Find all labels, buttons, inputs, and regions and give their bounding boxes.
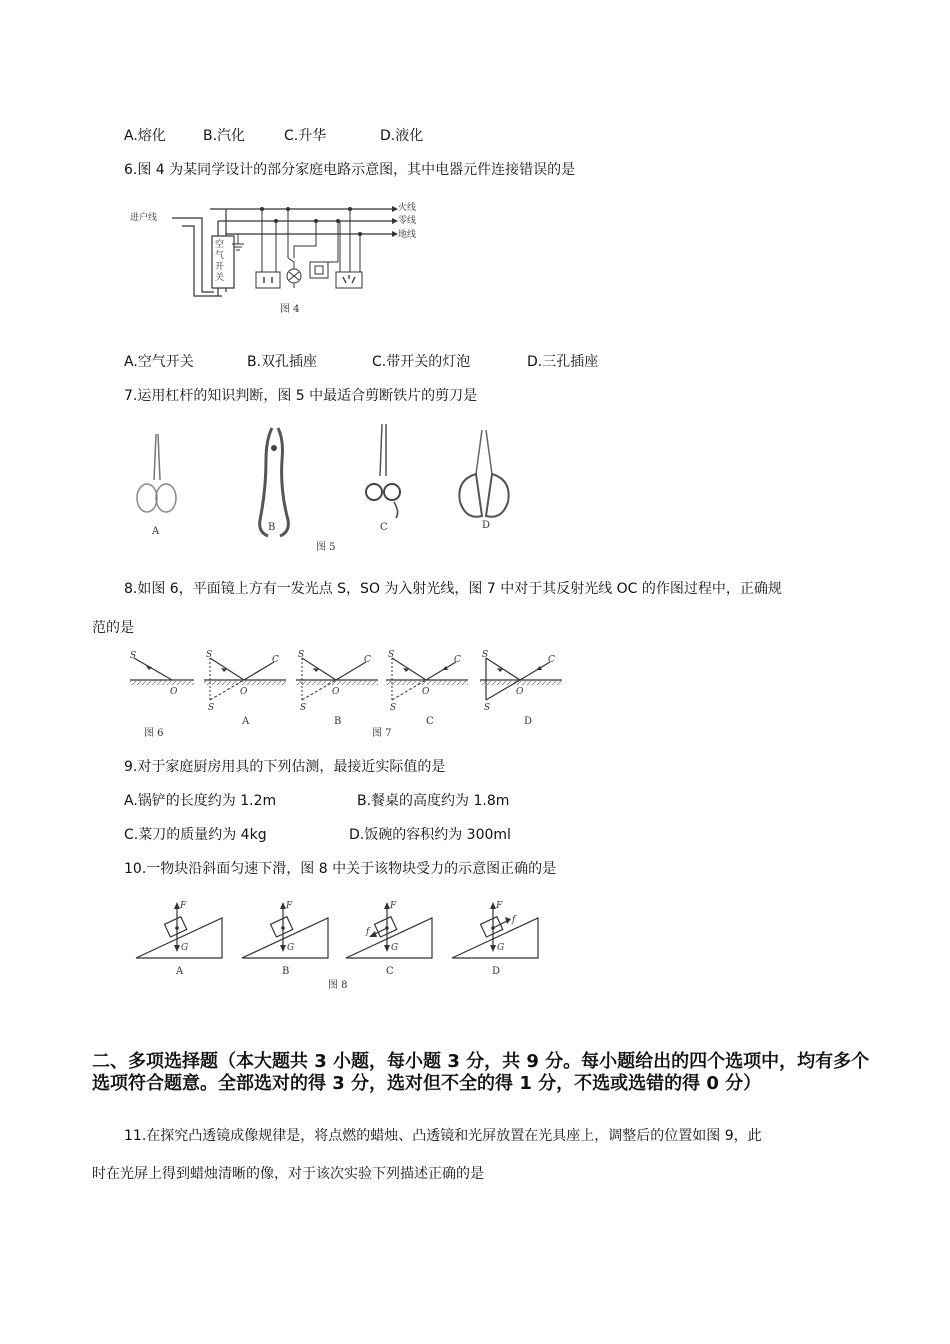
q5-option-c: C.升华 [284,128,327,144]
neutral-wire-label: 零线 [398,216,417,226]
svg-text:G: G [391,943,399,953]
q9-option-c: C.菜刀的质量约为 4kg [124,827,267,843]
ground-wire-label: 地线 [398,230,417,240]
svg-text:G: G [497,943,505,953]
q5-option-d: D.液化 [380,128,424,144]
svg-text:S: S [206,650,213,660]
fig7-label-a: A [242,716,250,727]
fig7-caption: 图 7 [372,728,392,739]
fig8-diagram-a [136,902,222,958]
fig8-label-a: A [176,966,184,977]
svg-text:O: O [516,687,524,697]
svg-text:C: C [364,655,371,665]
fig8-diagram-d [452,902,538,958]
fig4-caption: 图 4 [280,304,300,315]
q6-option-a: A.空气开关 [124,354,194,370]
svg-text:O: O [240,687,248,697]
q6-option-c: C.带开关的灯泡 [372,354,471,370]
q6-stem: 6.图 4 为某同学设计的部分家庭电路示意图，其中电器元件连接错误的是 [124,162,576,178]
svg-text:f: f [366,927,370,937]
fig8-label-b: B [282,966,290,977]
q5-option-b: B.汽化 [203,128,246,144]
svg-text:S: S [484,703,491,713]
fig7-label-c: C [426,716,434,727]
fig5-caption: 图 5 [316,542,336,553]
q6-option-b: B.双孔插座 [247,354,318,370]
svg-text:S: S [388,650,395,660]
svg-text:S: S [298,650,305,660]
fig8-diagram-b [242,902,328,958]
q7-scissors-figure [120,420,540,554]
fig8-diagram-c [346,902,432,958]
air-switch-label: 空气开关 [215,240,225,283]
inlet-label: 进户线 [130,213,158,223]
svg-text:S: S [300,703,307,713]
svg-text:S: S [208,703,215,713]
q8-reflection-figure [124,648,574,740]
fig5-label-b: B [268,522,276,533]
svg-text:F: F [180,901,187,911]
svg-text:G: G [181,943,189,953]
svg-text:F: F [286,901,293,911]
svg-text:f: f [512,915,516,925]
section-2-heading: 二、多项选择题（本大题共 3 小题，每小题 3 分，共 9 分。每小题给出的四个选项中，均有多个选项符合题意。全部选对的得 3 分，选对但不全的得 1 分，不选或选错的得 0 分） [92,1051,870,1094]
svg-text:O: O [332,687,340,697]
svg-text:F: F [390,901,397,911]
fig5-label-c: C [380,522,388,533]
svg-text:G: G [287,943,295,953]
q9-option-a: A.锅铲的长度约为 1.2m [124,793,277,809]
q11-stem-line1: 11.在探究凸透镜成像规律是，将点燃的蜡烛、凸透镜和光屏放置在光具座上，调整后的位置如图 9，此 [124,1128,762,1144]
fig8-caption: 图 8 [328,980,348,991]
q6-circuit-figure [130,196,420,320]
fig5-label-d: D [482,520,491,531]
live-wire-label: 火线 [398,203,417,213]
q6-option-d: D.三孔插座 [527,354,599,370]
q9-stem: 9.对于家庭厨房用具的下列估测，最接近实际值的是 [124,759,446,775]
svg-text:S: S [482,650,489,660]
fig8-label-c: C [386,966,394,977]
fig8-label-d: D [492,966,501,977]
q8-stem-line2: 范的是 [92,620,134,636]
svg-text:C: C [272,655,279,665]
svg-text:C: C [548,655,555,665]
fig7-label-d: D [524,716,533,727]
q8-stem-line1: 8.如图 6，平面镜上方有一发光点 S，SO 为入射光线，图 7 中对于其反射光线 OC 的作图过程中，正确规 [124,581,782,597]
fig5-label-a: A [152,526,160,537]
svg-text:O: O [422,687,430,697]
fig6-caption: 图 6 [144,728,164,739]
q9-option-b: B.餐桌的高度约为 1.8m [357,793,510,809]
q7-stem: 7.运用杠杆的知识判断，图 5 中最适合剪断铁片的剪刀是 [124,388,478,404]
q9-option-d: D.饭碗的容积约为 300ml [349,827,511,843]
q11-stem-line2: 时在光屏上得到蜡烛清晰的像，对于该次实验下列描述正确的是 [92,1166,484,1182]
svg-text:C: C [454,655,461,665]
svg-text:S: S [390,703,397,713]
fig6-o: O [170,687,178,697]
fig7-label-b: B [334,716,342,727]
q10-incline-figure [130,896,550,996]
svg-text:F: F [496,901,503,911]
q10-stem: 10.一物块沿斜面匀速下滑，图 8 中关于该物块受力的示意图正确的是 [124,861,557,877]
q5-option-a: A.熔化 [124,128,166,144]
fig6-s: S [130,651,137,661]
